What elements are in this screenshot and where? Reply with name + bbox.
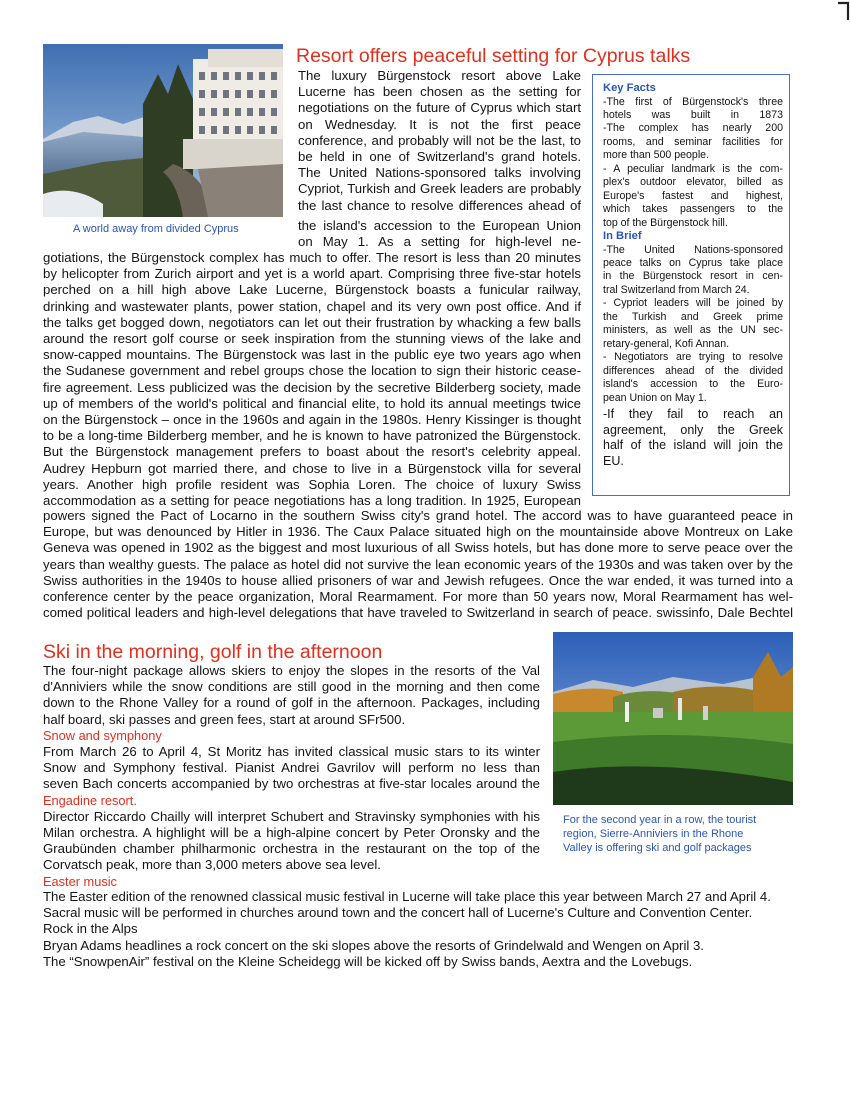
- body-line: d'Anniviers while the snow conditions are still good in the morning and then come: [43, 679, 540, 695]
- article-title-cyprus: Resort offers peaceful setting for Cyprus talks: [296, 45, 691, 67]
- fact-line: -The first of Bürgenstock's three: [603, 95, 783, 108]
- brief-line: in the Bürgenstock resort in cen-: [603, 270, 783, 283]
- body-line: the island's accession to the European Union: [298, 218, 581, 233]
- fact-box: [592, 74, 790, 496]
- fact-line: top of the Bürgenstock hill.: [603, 216, 728, 229]
- fact-line: Europe's fastest and highest,: [603, 189, 783, 202]
- body-line: Lucerne has been chosen as the setting for: [298, 84, 581, 100]
- brief-line-large: agreement, only the Greek: [603, 422, 783, 437]
- body-line: gotiations, the Bürgenstock complex has much to offer. The resort is less than 20 minutes: [43, 250, 581, 265]
- body-line: years than wealthy guests. The palace as hotel did not survive the lean economic years of the 1930s and was taken over by the: [43, 556, 793, 572]
- fact-line: which takes passengers to the: [603, 203, 783, 216]
- article-body-top: [298, 68, 581, 214]
- article-body-top-continued: [298, 218, 581, 250]
- body-line: negotiations on the future of Cyprus which start: [298, 100, 581, 116]
- body-line: The “SnowpenAir” festival on the Kleine Scheidegg will be kicked off by Swiss bands, Aextra and the Lovebugs.: [43, 953, 693, 969]
- body-line: the Sudanese government and rebel groups chose the location to sign their historic cease-: [43, 363, 581, 379]
- body-line: be held in one of Switzerland's grand hotels.: [298, 149, 581, 165]
- brief-line: - Negotiators are trying to resolve: [603, 351, 783, 364]
- resort-photo: [43, 44, 283, 217]
- article2-body-full: [43, 889, 793, 970]
- body-line: But the Bürgenstock management prefers to boast about the resort's celebrity appeal.: [43, 444, 581, 460]
- body-line: Snow and Symphony festival. Pianist Andrei Gavrilov will perform no less than: [43, 760, 540, 776]
- body-line: Europe, but was denounced by Hitler in 1936. The Caux Palace situated high on the mountainside above Montreux on Lake: [43, 524, 793, 540]
- body-line: to be a long-time Bilderberg member, and he is known to have patronized the Bürgenstock.: [43, 428, 581, 444]
- body-line: conference center by the peace organization, Moral Rearmament. For more than 50 years now, Moral Rearmament has wel-: [43, 589, 793, 605]
- body-line: Swiss authorities in the 1940s to house allied prisoners of war and Jewish refugees. Once the war ended, it was turned into a: [43, 572, 793, 588]
- caption-line: For the second year in a row, the tourist: [563, 814, 757, 826]
- key-facts-heading: Key Facts: [603, 82, 656, 94]
- subheading-snow-symphony: Snow and symphony: [43, 727, 162, 743]
- body-line: Milan orchestra. A highlight will be a high-alpine concert by Peter Oronsky and the: [43, 825, 540, 841]
- brief-line-large: -If they fail to reach an: [603, 406, 783, 421]
- resort-photo-caption: A world away from divided Cyprus: [73, 223, 239, 235]
- body-line: Corvatsch peak, more than 3,000 meters above sea level.: [43, 857, 381, 873]
- body-line: The Easter edition of the renowned classical music festival in Lucerne will take place this year between March 27 and April 4.: [43, 889, 771, 904]
- body-line: snow-capped mountains. The Bürgenstock was last in the public eye two years ago when: [43, 347, 581, 363]
- brief-line: peace talks on Cyprus take place: [603, 256, 783, 269]
- rock-heading: Rock in the Alps: [43, 921, 138, 937]
- body-line: Sacral music will be performed in churches around town and the concert hall of Lucerne's Culture and Convention Center.: [43, 905, 753, 921]
- body-line: around the resort golf course or seek inspiration from the stunning views of the lake and: [43, 331, 581, 347]
- body-line: conference, and probably will not be the last, to: [298, 132, 581, 148]
- body-line: comed political leaders and high-level delegations that have traveled to Switzerland in search of peace. swissinfo, Dale Bechtel: [43, 605, 793, 621]
- body-line: the last chance to resolve differences ahead of: [298, 197, 581, 213]
- body-line: The United Nations-sponsored talks involving: [298, 165, 581, 181]
- brief-line: -The United Nations-sponsored: [603, 243, 783, 256]
- body-line: From March 26 to April 4, St Moritz has invited classical music stars to its winter: [43, 744, 540, 760]
- body-line: up of members of the world's political and financial elite, to hold its annual meetings twice: [43, 395, 581, 411]
- body-line: Cypriot, Turkish and Greek leaders are probably: [298, 181, 581, 197]
- golf-photo-caption: [563, 813, 756, 856]
- body-line: by helicopter from Zurich airport and yet is a world apart. Comprising three five-star hotels: [43, 266, 581, 282]
- body-line: powers signed the Pact of Locarno in the southern Swiss city's grand hotel. The accord was to have guaranteed peace in: [43, 508, 793, 523]
- brief-line-large: EU.: [603, 453, 624, 468]
- brief-line: tral Switzerland from March 24.: [603, 283, 750, 296]
- article-title-ski-golf: Ski in the morning, golf in the afternoon: [43, 641, 383, 663]
- body-line: Audrey Hepburn got married there, and chose to live in a Bürgenstock villa for several: [43, 460, 581, 476]
- body-line: on May 1. As a setting for high-level ne-: [298, 234, 581, 250]
- body-line: on the Bürgenstock – once in the 1960s and again in the 1980s. Henry Kissinger is thought: [43, 412, 581, 428]
- body-line: Director Riccardo Chailly will interpret Schubert and Stravinsky symphonies with his: [43, 808, 540, 824]
- fact-line: plex's outdoor elevator, billed as: [603, 176, 783, 189]
- fact-line: -The complex has nearly 200: [603, 122, 783, 135]
- brief-line: differences ahead of the divided: [603, 364, 783, 377]
- body-line: Graubünden chamber philharmonic orchestra in the restaurant on the top of the: [43, 841, 540, 857]
- fact-line: hotels was built in 1873: [603, 108, 783, 121]
- article2-body-left: [43, 663, 540, 890]
- brief-line: - Cypriot leaders will be joined by: [603, 297, 783, 310]
- body-line: the talks get bogged down, negotiators can let out their frustration by whacking a few balls: [43, 314, 581, 330]
- fact-line: more than 500 people.: [603, 149, 710, 162]
- brief-line: retary-general, Kofi Annan.: [603, 337, 730, 350]
- body-line: drinking and wastewater plants, power station, chapel and its very own post office. And if: [43, 298, 581, 314]
- brief-line: the Turkish and Greek prime: [603, 310, 783, 323]
- body-line: The four-night package allows skiers to enjoy the slopes in the resorts of the Val: [43, 663, 540, 678]
- golf-photo: [553, 632, 793, 805]
- caption-line: Valley is offering ski and golf packages: [563, 842, 752, 855]
- fact-line: rooms, and seminar facilities for: [603, 135, 783, 148]
- brief-line: island's accession to the Euro-: [603, 378, 783, 391]
- body-line: perched on a hill high above Lake Lucerne, Bürgenstock boasts a funicular railway,: [43, 282, 581, 298]
- body-line: fire agreement. Less publicized was the decision by the secretive Bilderberg society, made: [43, 379, 581, 395]
- body-line: down to the Rhone Valley for a round of golf in the afternoon. Packages, including: [43, 695, 540, 711]
- body-line: Geneva was opened in 1902 as the biggest and most luxurious of all Swiss hotels, but has done more to serve peace over the: [43, 540, 793, 556]
- article-body-full-width: [43, 508, 793, 621]
- fact-line: - A peculiar landmark is the com-: [603, 162, 783, 175]
- body-line: accommodation as a setting for peace negotiations has a long tradition. In 1925, European: [43, 493, 581, 509]
- article-body-middle: [43, 250, 581, 509]
- subheading-engadine: Engadine resort.: [43, 792, 137, 808]
- body-line: The luxury Bürgenstock resort above Lake: [298, 68, 581, 83]
- body-line: on Wednesday. It is not the first peace: [298, 116, 581, 132]
- caption-line: region, Sierre-Anniviers in the Rhone: [563, 828, 744, 841]
- brief-line-large: half of the island will join the: [603, 438, 783, 453]
- body-line: seven Bach concerts accompanied by two orchestras at five-star locales around the: [43, 776, 540, 792]
- page-corner-mark: [836, 0, 850, 22]
- brief-line: pean Union on May 1.: [603, 391, 707, 404]
- body-line: half board, ski passes and green fees, start at around SFr500.: [43, 711, 406, 727]
- in-brief-heading: In Brief: [603, 230, 642, 243]
- body-line: years. Another high profile resident was Sophia Loren. The choice of luxury Swiss: [43, 476, 581, 492]
- subheading-easter-music: Easter music: [43, 873, 117, 889]
- body-line: Bryan Adams headlines a rock concert on the ski slopes above the resorts of Grindelwald and Wengen on April 3.: [43, 937, 704, 953]
- brief-line: ministers, as well as the UN sec-: [603, 324, 783, 337]
